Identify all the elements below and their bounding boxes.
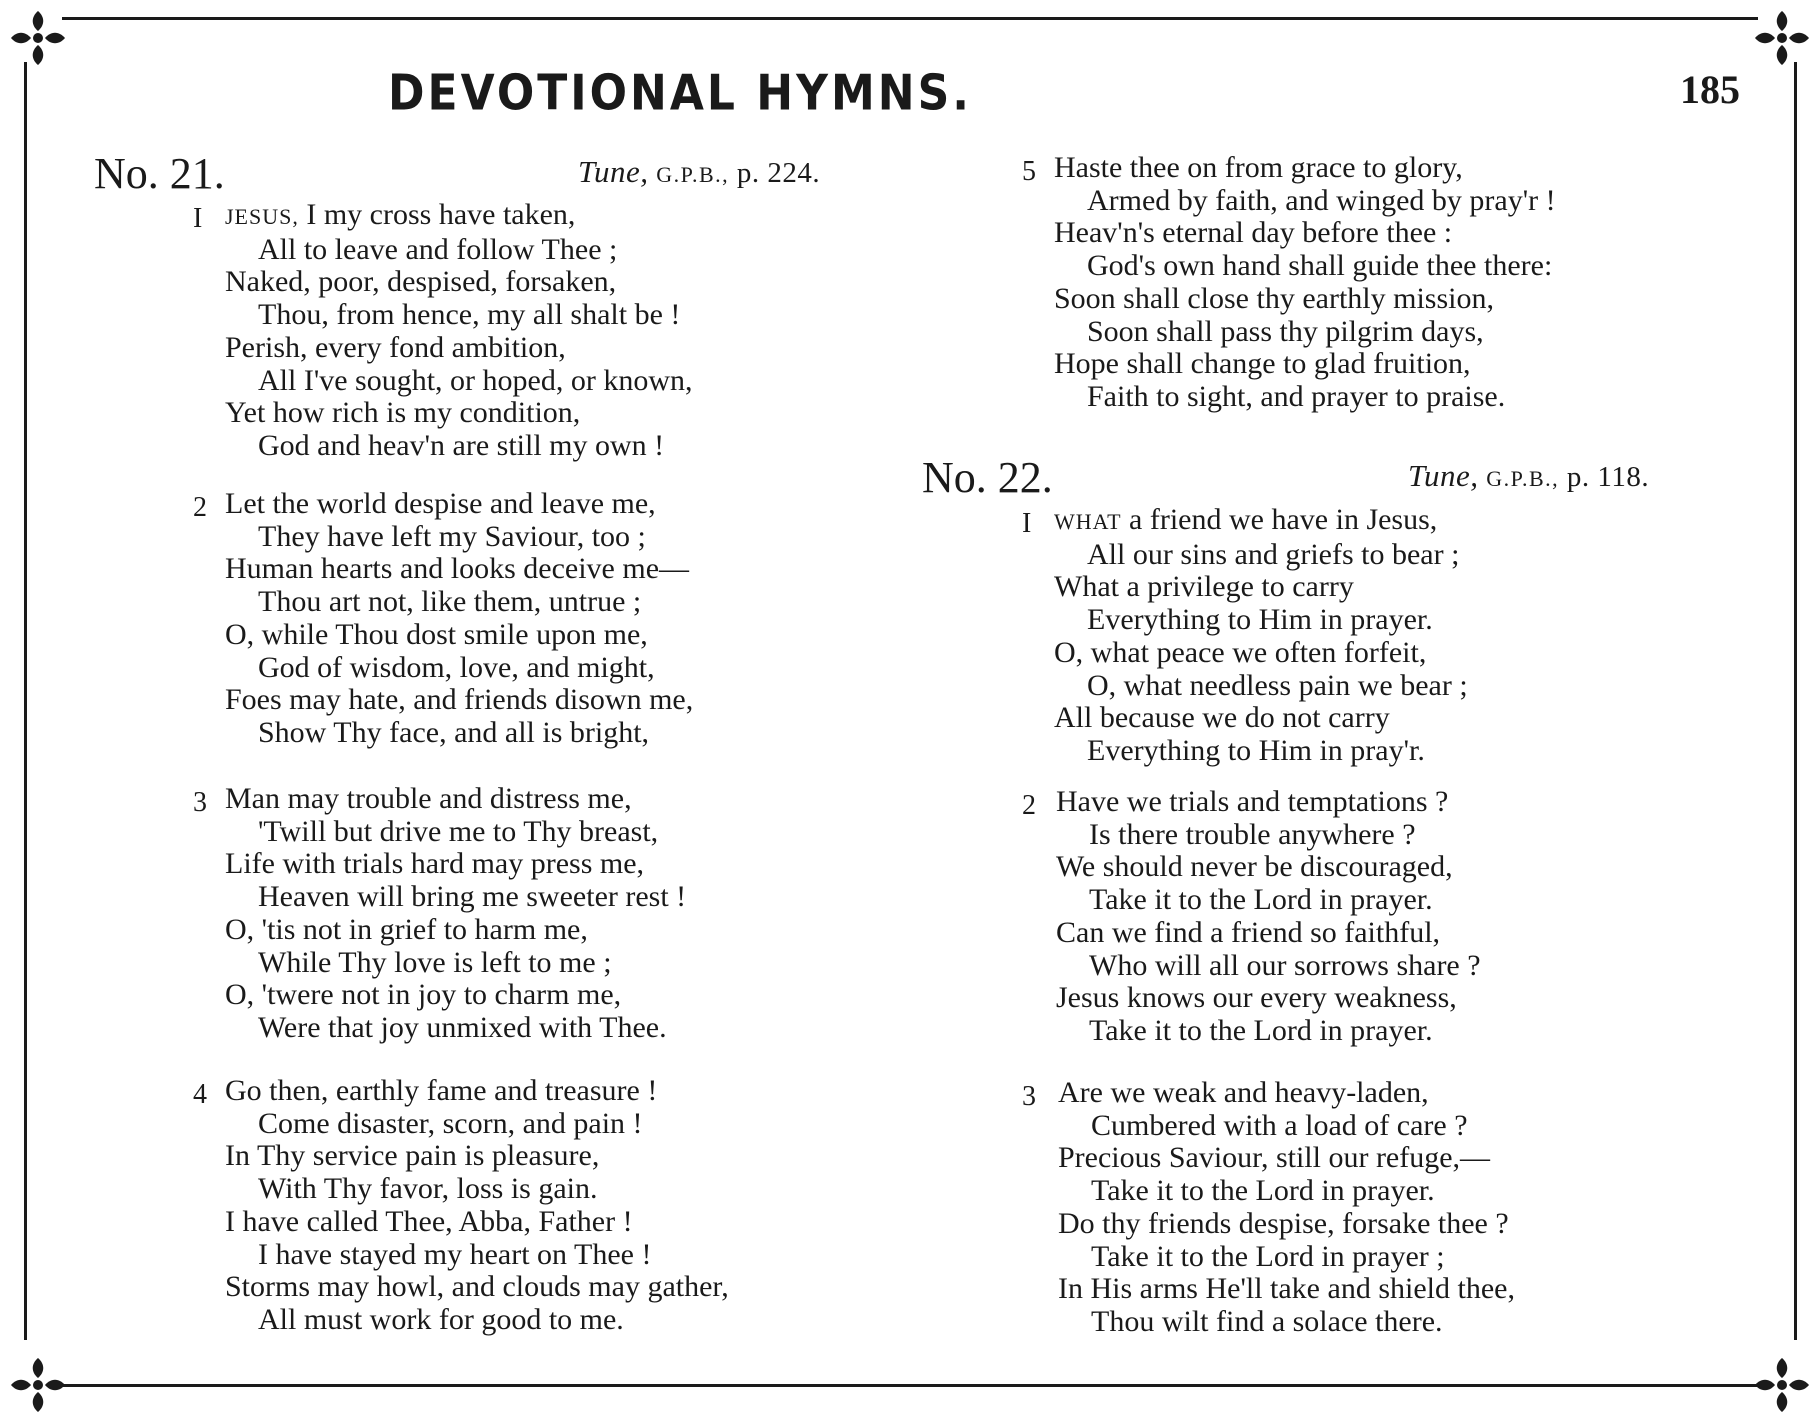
- hymn-22-tune: [1408, 458, 1649, 494]
- page-title: DEVOTIONAL HYMNS.: [388, 64, 972, 123]
- verse-line: Can we find a friend so faithful,: [1056, 915, 1441, 949]
- verse-line: Are we weak and heavy-laden,: [1058, 1076, 1429, 1109]
- hymn-21-verse-1: [225, 199, 693, 463]
- verse-number: I: [193, 203, 203, 234]
- verse-line: We should never be discouraged,: [1056, 850, 1453, 884]
- verse-line: O, while Thou dost smile upon me,: [225, 617, 648, 651]
- hymn-21-tune: [578, 154, 820, 190]
- verse-line: Were that joy unmixed with Thee.: [258, 1010, 667, 1044]
- right-border: [1794, 62, 1797, 1340]
- verse-line: Life with trials hard may press me,: [225, 847, 645, 881]
- bottom-border: [62, 1384, 1758, 1387]
- verse-line: Man may trouble and distress me,: [225, 782, 632, 815]
- verse-line: God's own hand shall guide thee there:: [1087, 249, 1553, 283]
- verse-line: Soon shall pass thy pilgrim days,: [1087, 314, 1484, 348]
- verse-line: Storms may howl, and clouds may gather,: [225, 1270, 729, 1304]
- verse-line: In Thy service pain is pleasure,: [225, 1139, 600, 1173]
- verse-line: Have we trials and temptations ?: [1056, 785, 1449, 818]
- verse-line: Everything to Him in prayer.: [1087, 603, 1433, 637]
- verse-line: Take it to the Lord in prayer.: [1089, 883, 1433, 917]
- verse-line: Take it to the Lord in prayer.: [1091, 1174, 1435, 1208]
- verse-line: Thou, from hence, my all shalt be !: [258, 298, 681, 332]
- verse-line: Who will all our sorrows share ?: [1089, 948, 1481, 982]
- verse-line: With Thy favor, loss is gain.: [258, 1172, 598, 1206]
- verse-line: Precious Saviour, still our refuge,—: [1058, 1141, 1491, 1175]
- verse-line: Take it to the Lord in prayer.: [1089, 1013, 1433, 1047]
- verse-first-word: WHAT: [1054, 509, 1122, 534]
- left-border: [24, 62, 27, 1340]
- verse-line: O, 'twere not in joy to charm me,: [225, 978, 622, 1012]
- tune-label: Tune,: [1408, 458, 1479, 493]
- verse-line: Let the world despise and leave me,: [225, 487, 656, 520]
- hymn-21-verse-4: [225, 1075, 729, 1337]
- hymn-21-verse-5: [1054, 152, 1556, 414]
- corner-ornament-icon: [3, 3, 73, 73]
- page-number: 185: [1680, 67, 1740, 112]
- hymn-22-verse-3: [1058, 1077, 1515, 1339]
- verse-first-word: JESUS,: [225, 204, 299, 229]
- verse-number: 2: [1022, 790, 1036, 821]
- verse-line: Take it to the Lord in prayer ;: [1091, 1239, 1445, 1273]
- verse-line: All our sins and griefs to bear ;: [1087, 537, 1460, 571]
- verse-line: Foes may hate, and friends disown me,: [225, 683, 694, 717]
- verse-number: 4: [193, 1079, 207, 1110]
- verse-line: All to leave and follow Thee ;: [258, 232, 618, 266]
- verse-line: Jesus knows our every weakness,: [1056, 981, 1457, 1015]
- verse-line: I have called Thee, Abba, Father !: [225, 1204, 633, 1238]
- tune-label: Tune,: [578, 154, 649, 189]
- corner-ornament-icon: [1747, 1350, 1817, 1420]
- verse-line: Naked, poor, despised, forsaken,: [225, 265, 617, 299]
- verse-line: All I've sought, or hoped, or known,: [258, 363, 693, 397]
- hymn-22-number: No. 22.: [922, 453, 1053, 502]
- corner-ornament-icon: [3, 1350, 73, 1420]
- verse-line: All must work for good to me.: [258, 1302, 624, 1336]
- verse-line: What a privilege to carry: [1054, 570, 1354, 604]
- hymn-21-number: No. 21.: [94, 149, 225, 198]
- verse-line: While Thy love is left to me ;: [258, 945, 612, 979]
- verse-line: Go then, earthly fame and treasure !: [225, 1074, 658, 1107]
- hymn-22-verse-1: [1054, 504, 1468, 768]
- verse-line: O, 'tis not in grief to harm me,: [225, 912, 588, 946]
- verse-line: Heaven will bring me sweeter rest !: [258, 880, 687, 914]
- verse-line: Human hearts and looks deceive me—: [225, 552, 690, 586]
- verse-number: I: [1022, 508, 1032, 539]
- verse-line: I have stayed my heart on Thee !: [258, 1237, 652, 1271]
- verse-line: They have left my Saviour, too ;: [258, 519, 646, 553]
- verse-line: In His arms He'll take and shield thee,: [1058, 1272, 1515, 1306]
- verse-line: Soon shall close thy earthly mission,: [1054, 281, 1494, 315]
- verse-line: Yet how rich is my condition,: [225, 396, 581, 430]
- verse-line: 'Twill but drive me to Thy breast,: [258, 814, 659, 848]
- verse-line: Do thy friends despise, forsake thee ?: [1058, 1206, 1509, 1240]
- verse-line: Everything to Him in pray'r.: [1087, 733, 1425, 767]
- verse-line: Is there trouble anywhere ?: [1089, 817, 1416, 851]
- tune-source: G.P.B.,: [656, 162, 730, 187]
- verse-line: All because we do not carry: [1054, 701, 1390, 735]
- hymn-21-verse-3: [225, 783, 686, 1045]
- tune-source: G.P.B.,: [1486, 466, 1560, 491]
- verse-line: Thou wilt find a solace there.: [1091, 1304, 1443, 1338]
- verse-line: Heav'n's eternal day before thee :: [1054, 216, 1453, 250]
- verse-number: 3: [193, 787, 207, 818]
- verse-line: Hope shall change to glad fruition,: [1054, 347, 1471, 381]
- verse-line: WHAT a friend we have in Jesus,: [1054, 503, 1438, 536]
- verse-line: Perish, every fond ambition,: [225, 330, 566, 364]
- top-border: [62, 17, 1758, 20]
- verse-line: Cumbered with a load of care ?: [1091, 1108, 1468, 1142]
- verse-line: O, what peace we often forfeit,: [1054, 635, 1427, 669]
- verse-number: 3: [1022, 1081, 1036, 1112]
- verse-line: Show Thy face, and all is bright,: [258, 715, 650, 749]
- verse-number: 2: [193, 492, 207, 523]
- tune-page: p. 224.: [736, 157, 821, 189]
- verse-line: Faith to sight, and prayer to praise.: [1087, 379, 1506, 413]
- verse-line: God of wisdom, love, and might,: [258, 650, 655, 684]
- verse-line: JESUS, I my cross have taken,: [225, 198, 576, 231]
- tune-page: p. 118.: [1566, 461, 1650, 493]
- verse-number: 5: [1022, 156, 1036, 187]
- verse-line: God and heav'n are still my own !: [258, 428, 665, 462]
- hymn-21-verse-2: [225, 488, 693, 750]
- verse-line: Come disaster, scorn, and pain !: [258, 1106, 643, 1140]
- verse-line: Haste thee on from grace to glory,: [1054, 151, 1463, 184]
- verse-line: Thou art not, like them, untrue ;: [258, 585, 642, 619]
- verse-line: O, what needless pain we bear ;: [1087, 668, 1468, 702]
- verse-line: Armed by faith, and winged by pray'r !: [1087, 183, 1556, 217]
- corner-ornament-icon: [1747, 3, 1817, 73]
- hymn-22-verse-2: [1056, 786, 1481, 1048]
